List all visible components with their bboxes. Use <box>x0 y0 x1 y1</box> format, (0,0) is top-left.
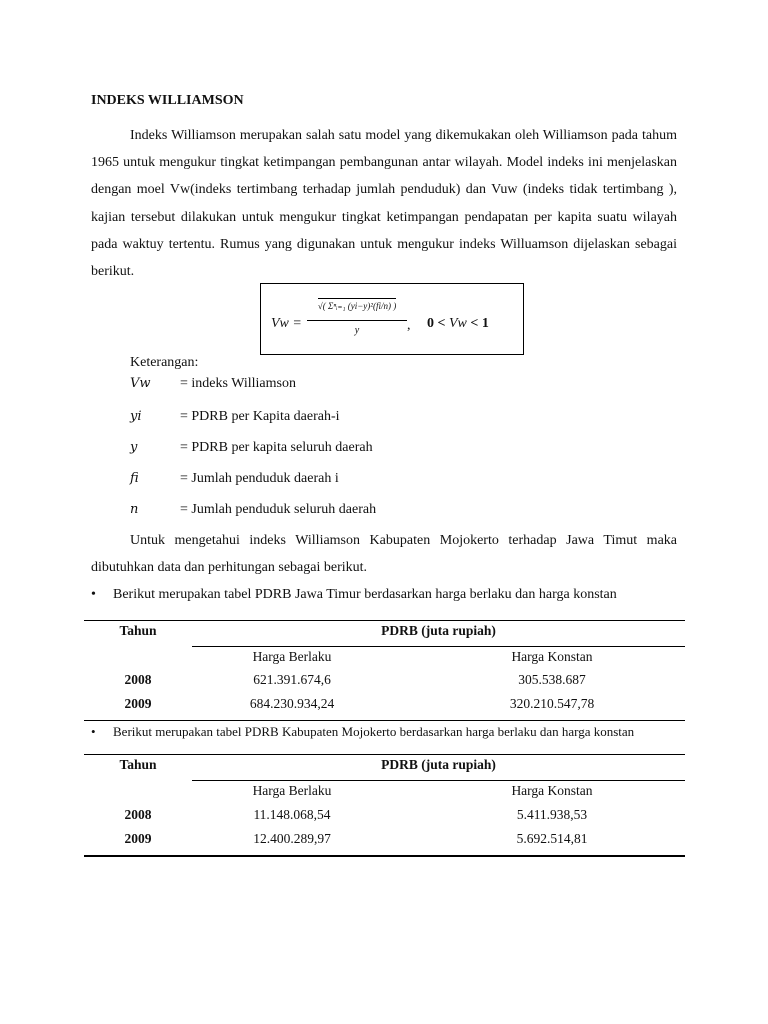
fraction-bar <box>307 320 407 321</box>
keterangan-desc: = Jumlah penduduk daerah i <box>180 471 339 486</box>
sub-header-konstan: Harga Konstan <box>511 649 593 664</box>
formula-denominator: y <box>354 325 360 336</box>
range-var: Vw <box>448 316 467 331</box>
bullet-icon: • <box>91 587 96 602</box>
col-header-pdrb: PDRB (juta rupiah) <box>381 757 496 772</box>
table-cell-year: 2009 <box>124 696 152 711</box>
formula-box <box>260 283 524 355</box>
keterangan-desc: = PDRB per Kapita daerah-i <box>180 409 340 424</box>
table-cell-year: 2009 <box>124 831 152 846</box>
table-cell-year: 2008 <box>124 672 152 687</box>
table-bottom-rule <box>84 720 685 721</box>
keterangan-desc: = PDRB per kapita seluruh daerah <box>180 440 373 455</box>
col-header-pdrb: PDRB (juta rupiah) <box>381 623 496 638</box>
keterangan-heading: Keterangan: <box>130 355 199 370</box>
table-cell-berlaku: 621.391.674,6 <box>253 672 331 687</box>
table-cell-konstan: 305.538.687 <box>518 672 586 687</box>
keterangan-symbol: Vw <box>130 376 151 391</box>
table-sub-rule <box>192 646 685 647</box>
keterangan-symbol: y <box>130 440 138 455</box>
table-cell-konstan: 5.411.938,53 <box>516 807 588 822</box>
sub-header-berlaku: Harga Berlaku <box>252 783 332 798</box>
keterangan-symbol: fi <box>130 471 139 486</box>
sub-header-konstan: Harga Konstan <box>511 783 593 798</box>
formula-numerator: √( Σⁿᵢ₌₁ (yi−y)²(fi/n) ) <box>318 298 396 312</box>
table-cell-berlaku: 11.148.068,54 <box>253 807 331 822</box>
col-header-tahun: Tahun <box>119 623 157 638</box>
table-cell-berlaku: 684.230.934,24 <box>249 696 335 711</box>
sub-header-berlaku: Harga Berlaku <box>252 649 332 664</box>
range-left: 0 < <box>427 316 446 331</box>
keterangan-symbol: n <box>130 502 139 517</box>
formula-lhs: Vw = <box>271 316 302 331</box>
table-cell-konstan: 320.210.547,78 <box>509 696 595 711</box>
table-cell-berlaku: 12.400.289,97 <box>253 831 331 846</box>
keterangan-symbol: yi <box>130 409 142 424</box>
bullet-text: Berikut merupakan tabel PDRB Jawa Timur berdasarkan harga berlaku dan harga konstan <box>113 587 617 602</box>
keterangan-desc: = Jumlah penduduk seluruh daerah <box>180 502 377 517</box>
bullet-icon: • <box>91 724 96 739</box>
formula-fraction <box>307 298 407 336</box>
table-cell-year: 2008 <box>124 807 152 822</box>
table-top-rule <box>84 754 685 755</box>
range-right: < 1 <box>470 316 489 331</box>
formula-range <box>427 316 489 332</box>
page-title: INDEKS WILLIAMSON <box>91 93 244 108</box>
keterangan-desc: = indeks Williamson <box>180 376 296 391</box>
table-cell-konstan: 5.692.514,81 <box>516 831 588 846</box>
col-header-tahun: Tahun <box>119 757 157 772</box>
bullet-text: Berikut merupakan tabel PDRB Kabupaten Mojokerto berdasarkan harga berlaku dan harga konstan <box>113 724 635 739</box>
formula-separator: , <box>407 318 411 333</box>
table-bottom-rule <box>84 855 685 857</box>
second-paragraph: Untuk mengetahui indeks Williamson Kabupaten Mojokerto terhadap Jawa Timut maka dibutuhkan data dan perhitungan sebagai berikut. <box>91 533 677 576</box>
table-sub-rule <box>192 780 685 781</box>
table-top-rule <box>84 620 685 621</box>
intro-paragraph: Indeks Williamson merupakan salah satu model yang dikemukakan oleh Williamson pada tahum 1965 untuk mengukur tingkat ketimpangan pembangunan antar wilayah. Model indeks ini menjelaskan dengan moel Vw(indeks tertimbang terhadap jumlah penduduk) dan Vuw (indeks tidak tertimbang ), kajian tersebut dilakukan untuk mengukur tingkat ketimpangan pendapatan per kapita suatu wilayah pada waktuy tertentu. Rumus yang digunakan untuk mengukur indeks Willuamson dijelaskan sebagai berikut. <box>91 128 677 280</box>
